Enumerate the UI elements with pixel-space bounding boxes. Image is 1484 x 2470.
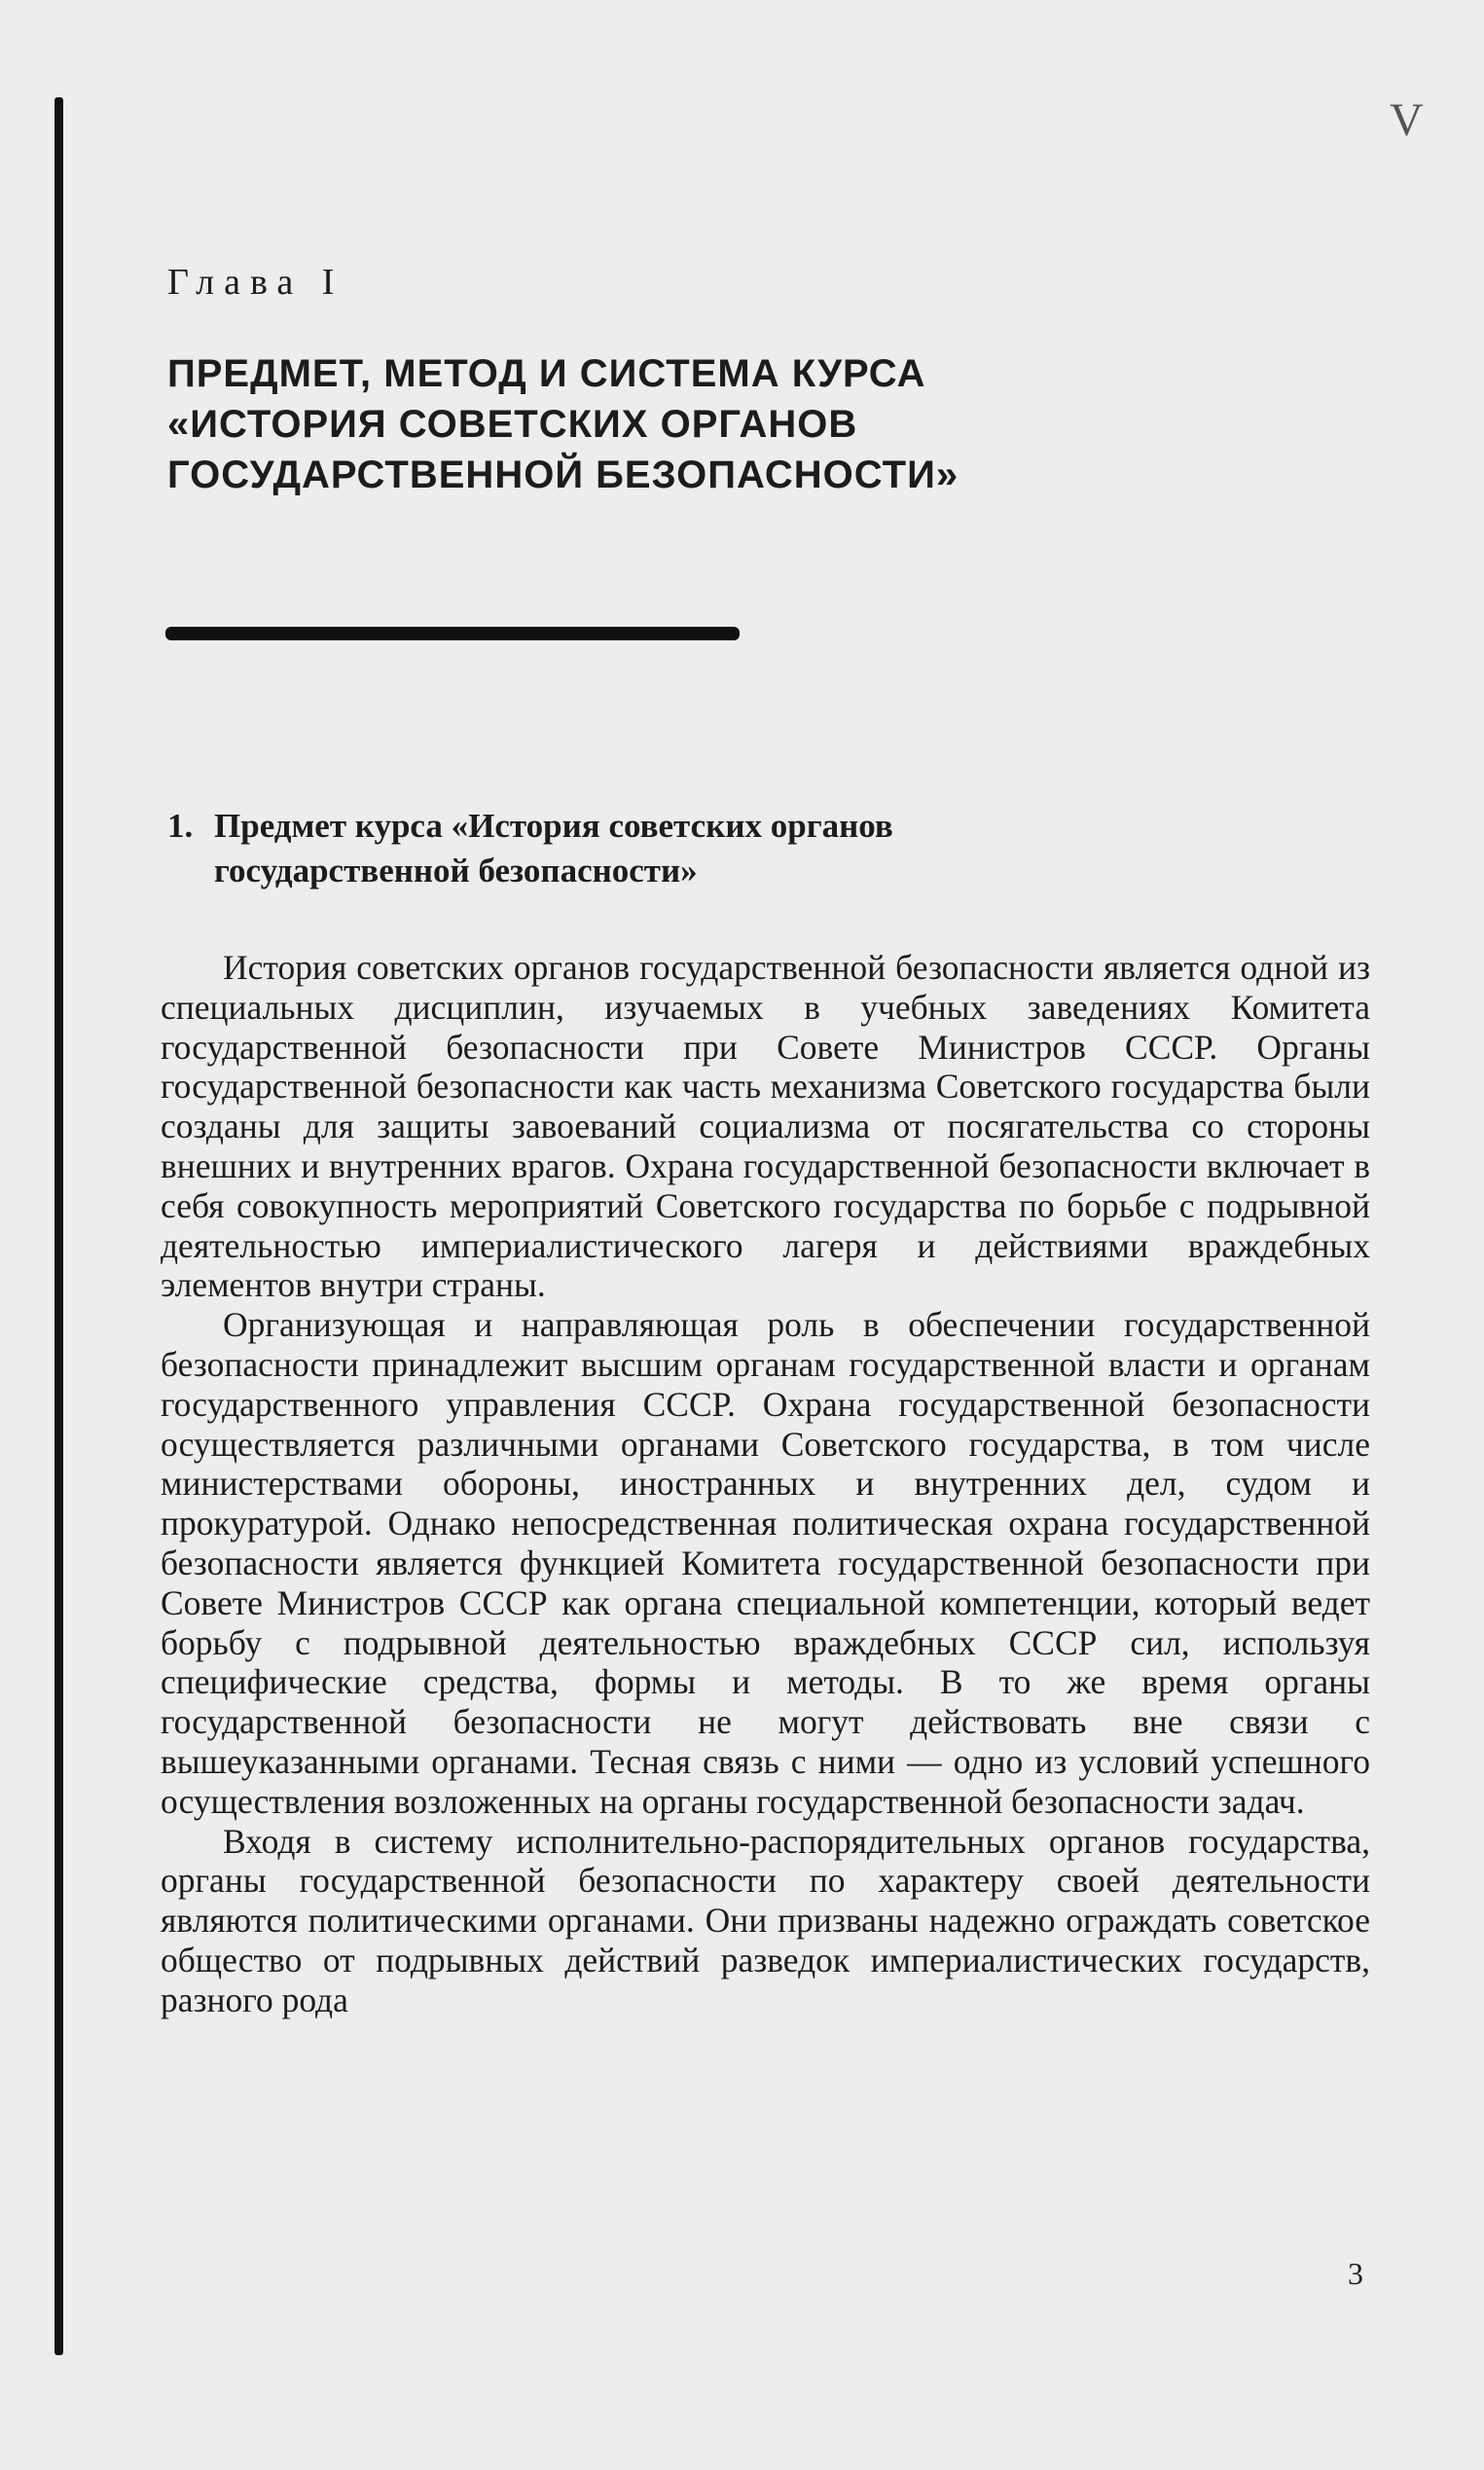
chapter-label: Глава I xyxy=(167,262,344,303)
binding-edge xyxy=(54,97,63,2355)
paragraph: История советских органов государственной безопасности является одной из специальных дисциплин, изучаемых в учебных заведениях Комитета государственной безопасности при Совете Министров СССР. Органы государственной безопасности как часть механизма Советского государства были созданы для защиты завоеваний социализма от посягательства со стороны внешних и внутренних врагов. Охрана государственной безопасности включает в себя совокупность мероприятий Советского государства по борьбе с подрывной деятельностью империалистического лагеря и действиями враждебных элементов внутри страны. xyxy=(161,948,1370,1305)
section-title-line: Предмет курса «История советских органов xyxy=(214,807,893,845)
paragraph: Организующая и направляющая роль в обеспечении государственной безопасности принадлежит высшим органам государственной власти и органам государственного управления СССР. Охрана государственной безопасности осуществляется различными органами Советского государства, в том числе министерствами обороны, иностранных и внутренних дел, судом и прокуратурой. Однако непосредственная политическая охрана государственной безопасности является функцией Комитета государственной безопасности при Совете Министров СССР как органа специальной компетенции, который ведет борьбу с подрывной деятельностью враждебных СССР сил, используя специфические средства, формы и методы. В то же время органы государственной безопасности не могут действовать вне связи с вышеуказанными органами. Тесная связь с ними — одно из условий успешного осуществления возложенных на органы государственной безопасности задач. xyxy=(161,1305,1370,1821)
section-heading xyxy=(167,804,1043,893)
section-number: 1. xyxy=(167,807,194,845)
chapter-title-line: «ИСТОРИЯ СОВЕТСКИХ ОРГАНОВ xyxy=(167,403,858,446)
page-number: 3 xyxy=(1348,2256,1363,2291)
chapter-divider-rule xyxy=(165,627,740,640)
body-text xyxy=(161,948,1370,2020)
corner-mark: V xyxy=(1390,94,1424,146)
chapter-title-line: ГОСУДАРСТВЕННОЙ БЕЗОПАСНОСТИ» xyxy=(167,454,959,496)
section-title-line: государственной безопасности» xyxy=(214,852,698,890)
chapter-title-line: ПРЕДМЕТ, МЕТОД И СИСТЕМА КУРСА xyxy=(167,352,926,395)
paragraph: Входя в систему исполнительно-распорядительных органов государства, органы государственной безопасности по характеру своей деятельности являются политическими органами. Они призваны надежно ограждать советское общество от подрывных действий разведок империалистических государств, разного рода xyxy=(161,1821,1370,2019)
chapter-title xyxy=(167,348,1140,500)
